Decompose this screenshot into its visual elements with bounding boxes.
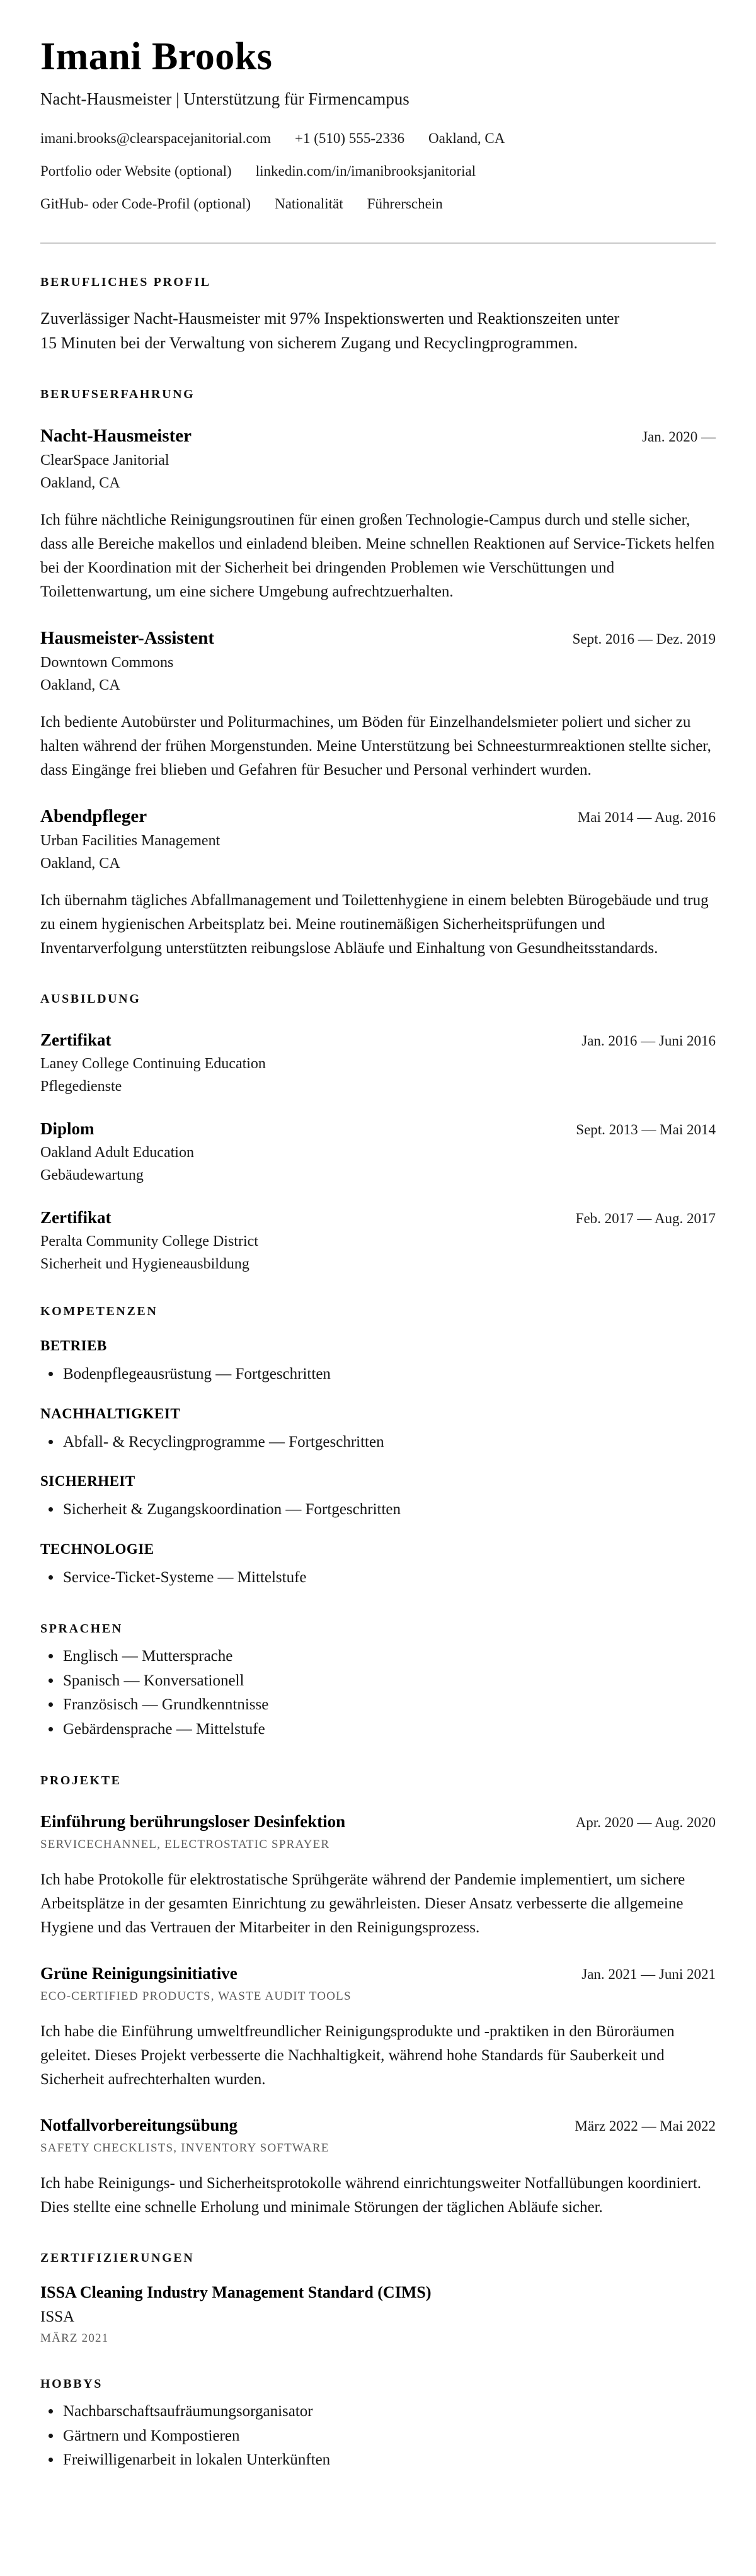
job-company: Urban Facilities Management xyxy=(40,832,220,849)
certification-date: MÄRZ 2021 xyxy=(40,2331,109,2345)
experience-entry xyxy=(40,426,716,604)
job-dates: Sept. 2016 — Dez. 2019 xyxy=(572,630,716,647)
section-projects xyxy=(40,1774,716,2220)
experience-heading: BERUFSERFAHRUNG xyxy=(40,387,195,401)
entry-head xyxy=(40,806,716,827)
job-title: Abendpfleger xyxy=(40,806,147,826)
job-company: Downtown Commons xyxy=(40,654,174,671)
language-list xyxy=(40,1644,716,1742)
school-name: Laney College Continuing Education xyxy=(40,1055,266,1072)
job-description: Ich bediente Autobürster und Politurmachines, um Böden für Einzelhandelsmieter poliert und sicher zu halten während der frühen Morgenstunden. Meine Unterstützung bei Schneesturmreaktionen stellte sicher, dass Eingänge frei blieben und Gefahren für Besucher und Personal verhindert wurden. xyxy=(40,713,711,778)
project-title: Notfallvorbereitungsübung xyxy=(40,2115,238,2134)
project-title: Grüne Reinigungsinitiative xyxy=(40,1963,238,1983)
contact-website: Portfolio oder Website (optional) xyxy=(40,163,232,180)
contact-phone: +1 (510) 555-2336 xyxy=(295,130,404,147)
skill-category xyxy=(40,1473,716,1522)
hobby-item: • Freiwilligenarbeit in lokalen Unterkünften xyxy=(62,2448,716,2473)
project-description: Ich habe Protokolle für elektrostatische Sprühgeräte während der Pandemie implementiert, um sichere Arbeitsplätze in der gesamten Einrichtung zu gewährleisten. Dieser Ansatz verbesserte die allgemeine Hygiene und das Vertrauen der Mitarbeiter in den Reinigungsprozess. xyxy=(40,1871,685,1936)
certifications-heading: ZERTIFIZIERUNGEN xyxy=(40,2250,195,2265)
language-item: • Spanisch — Konversationell xyxy=(62,1669,716,1694)
section-education xyxy=(40,992,716,1273)
contact-row-3 xyxy=(40,195,716,214)
project-dates: Apr. 2020 — Aug. 2020 xyxy=(575,1814,716,1830)
project-title: Einführung berührungsloser Desinfektion xyxy=(40,1811,346,1831)
contact-nationality: Nationalität xyxy=(275,196,343,212)
project-entry xyxy=(40,2116,716,2220)
project-dates: Jan. 2021 — Juni 2021 xyxy=(581,1966,716,1982)
skill-item: • Abfall- & Recyclingprogramme — Fortgeschritten xyxy=(62,1430,716,1455)
skill-category-name: SICHERHEIT xyxy=(40,1473,135,1490)
projects-heading: PROJEKTE xyxy=(40,1773,122,1787)
contact-row-2 xyxy=(40,162,716,181)
job-location: Oakland, CA xyxy=(40,855,120,872)
skill-category xyxy=(40,1541,716,1590)
language-item: • Gebärdensprache — Mittelstufe xyxy=(62,1718,716,1742)
section-profile xyxy=(40,275,716,356)
contact-github: GitHub- oder Code-Profil (optional) xyxy=(40,196,251,212)
hobby-item: • Nachbarschaftsaufräumungsorganisator xyxy=(62,2400,716,2424)
project-dates: März 2022 — Mai 2022 xyxy=(575,2117,716,2134)
section-certifications xyxy=(40,2251,716,2345)
contact-linkedin: linkedin.com/in/imanibrooksjanitorial xyxy=(255,163,476,180)
contact-location: Oakland, CA xyxy=(428,130,505,147)
education-entry xyxy=(40,1208,716,1273)
degree-dates: Feb. 2017 — Aug. 2017 xyxy=(575,1210,716,1226)
study-field: Sicherheit und Hygieneausbildung xyxy=(40,1255,249,1272)
skill-category-name: TECHNOLOGIE xyxy=(40,1541,154,1558)
skill-category xyxy=(40,1338,716,1387)
experience-entry xyxy=(40,628,716,782)
job-dates: Jan. 2020 — xyxy=(642,428,716,445)
skill-item: • Sicherheit & Zugangskoordination — Fortgeschritten xyxy=(62,1498,716,1522)
job-description: Ich führe nächtliche Reinigungsroutinen für einen großen Technologie-Campus durch und stelle sicher, dass alle Bereiche makellos und einladend bleiben. Meine schnellen Reaktionen auf Service-Tickets helfen bei der Koordination mit der Sicherheit bei dringenden Problemen wie Verschüttungen und Toilettenwartung, um eine sichere Umgebung aufrechtzuerhalten. xyxy=(40,511,715,600)
job-location: Oakland, CA xyxy=(40,474,120,491)
project-tools: SAFETY CHECKLISTS, INVENTORY SOFTWARE xyxy=(40,2141,329,2155)
languages-heading: SPRACHEN xyxy=(40,1621,123,1636)
skill-category xyxy=(40,1406,716,1455)
job-location: Oakland, CA xyxy=(40,676,120,693)
project-description: Ich habe die Einführung umweltfreundlicher Reinigungsprodukte und -praktiken in den Büroräumen geleitet. Dieses Projekt verbesserte die Nachhaltigkeit, während hohe Standards für Sauberkeit und Sicherheit aufrechterhalten wurden. xyxy=(40,2022,675,2088)
project-entry xyxy=(40,1964,716,2092)
school-name: Oakland Adult Education xyxy=(40,1144,194,1161)
entry-head xyxy=(40,426,716,447)
section-hobbies xyxy=(40,2377,716,2473)
experience-entry xyxy=(40,806,716,960)
entry-head xyxy=(40,1030,716,1050)
study-field: Gebäudewartung xyxy=(40,1166,144,1183)
hobby-item: • Gärtnern und Kompostieren xyxy=(62,2424,716,2449)
entry-head xyxy=(40,1812,716,1832)
section-languages xyxy=(40,1622,716,1742)
school-name: Peralta Community College District xyxy=(40,1233,258,1250)
job-company: ClearSpace Janitorial xyxy=(40,452,169,469)
contact-row-1 xyxy=(40,129,716,148)
language-item: • Französisch — Grundkenntnisse xyxy=(62,1693,716,1718)
section-experience xyxy=(40,387,716,960)
candidate-name: Imani Brooks xyxy=(40,35,273,78)
degree-title: Zertifikat xyxy=(40,1207,112,1227)
certification-issuer: ISSA xyxy=(40,2308,75,2325)
profile-text: Zuverlässiger Nacht-Hausmeister mit 97% Inspektionswerten und Reaktionszeiten unter 15 Minuten bei der Verwaltung von sicherem Zugang und Recyclingprogrammen. xyxy=(40,309,620,353)
education-entry xyxy=(40,1030,716,1095)
education-entry xyxy=(40,1119,716,1184)
degree-dates: Jan. 2016 — Juni 2016 xyxy=(581,1032,716,1049)
project-tools: ECO-CERTIFIED PRODUCTS, WASTE AUDIT TOOLS xyxy=(40,1989,352,2003)
skill-item: • Service-Ticket-Systeme — Mittelstufe xyxy=(62,1566,716,1590)
entry-head xyxy=(40,1964,716,1983)
project-entry xyxy=(40,1812,716,1940)
skill-category-name: NACHHALTIGKEIT xyxy=(40,1405,181,1422)
entry-head xyxy=(40,1208,716,1228)
skill-list xyxy=(40,1362,716,1387)
certification-entry xyxy=(40,2283,716,2345)
skills-heading: KOMPETENZEN xyxy=(40,1304,158,1318)
hobby-list xyxy=(40,2400,716,2473)
skill-category-name: BETRIEB xyxy=(40,1337,107,1354)
candidate-title: Nacht-Hausmeister | Unterstützung für Firmencampus xyxy=(40,89,410,109)
job-dates: Mai 2014 — Aug. 2016 xyxy=(577,809,716,825)
contact-email: imani.brooks@clearspacejanitorial.com xyxy=(40,130,272,147)
contact-license: Führerschein xyxy=(367,196,443,212)
project-tools: SERVICECHANNEL, ELECTROSTATIC SPRAYER xyxy=(40,1837,330,1851)
skill-list xyxy=(40,1566,716,1590)
job-title: Hausmeister-Assistent xyxy=(40,627,214,648)
hobbies-heading: HOBBYS xyxy=(40,2376,103,2391)
certification-name: ISSA Cleaning Industry Management Standard (CIMS) xyxy=(40,2282,432,2301)
section-skills xyxy=(40,1304,716,1590)
header-divider xyxy=(40,242,716,244)
study-field: Pflegedienste xyxy=(40,1078,122,1095)
degree-title: Diplom xyxy=(40,1119,94,1138)
skill-list xyxy=(40,1498,716,1522)
degree-title: Zertifikat xyxy=(40,1030,112,1049)
resume-header xyxy=(40,35,716,214)
degree-dates: Sept. 2013 — Mai 2014 xyxy=(576,1121,716,1137)
skill-item: • Bodenpflegeausrüstung — Fortgeschritten xyxy=(62,1362,716,1387)
entry-head xyxy=(40,1119,716,1139)
project-description: Ich habe Reinigungs- und Sicherheitsprotokolle während einrichtungsweiter Notfallübungen koordiniert. Dies stellte eine schnelle Erholung und minimale Störungen der täglichen Abläufe sicher. xyxy=(40,2174,702,2216)
profile-heading: BERUFLICHES PROFIL xyxy=(40,275,211,289)
language-item: • Englisch — Muttersprache xyxy=(62,1644,716,1669)
entry-head xyxy=(40,2116,716,2135)
skill-list xyxy=(40,1430,716,1455)
job-title: Nacht-Hausmeister xyxy=(40,425,192,446)
education-heading: AUSBILDUNG xyxy=(40,991,141,1006)
job-description: Ich übernahm tägliches Abfallmanagement und Toilettenhygiene in einem belebten Bürogebäude und trug zu einem hygienischen Arbeitsplatz bei. Meine routinemäßigen Sicherheitsprüfungen und Inventarverfolgung unterstützten reibungslose Abläufe und Einhaltung von Gesundheitsstandards. xyxy=(40,891,709,957)
entry-head xyxy=(40,628,716,649)
